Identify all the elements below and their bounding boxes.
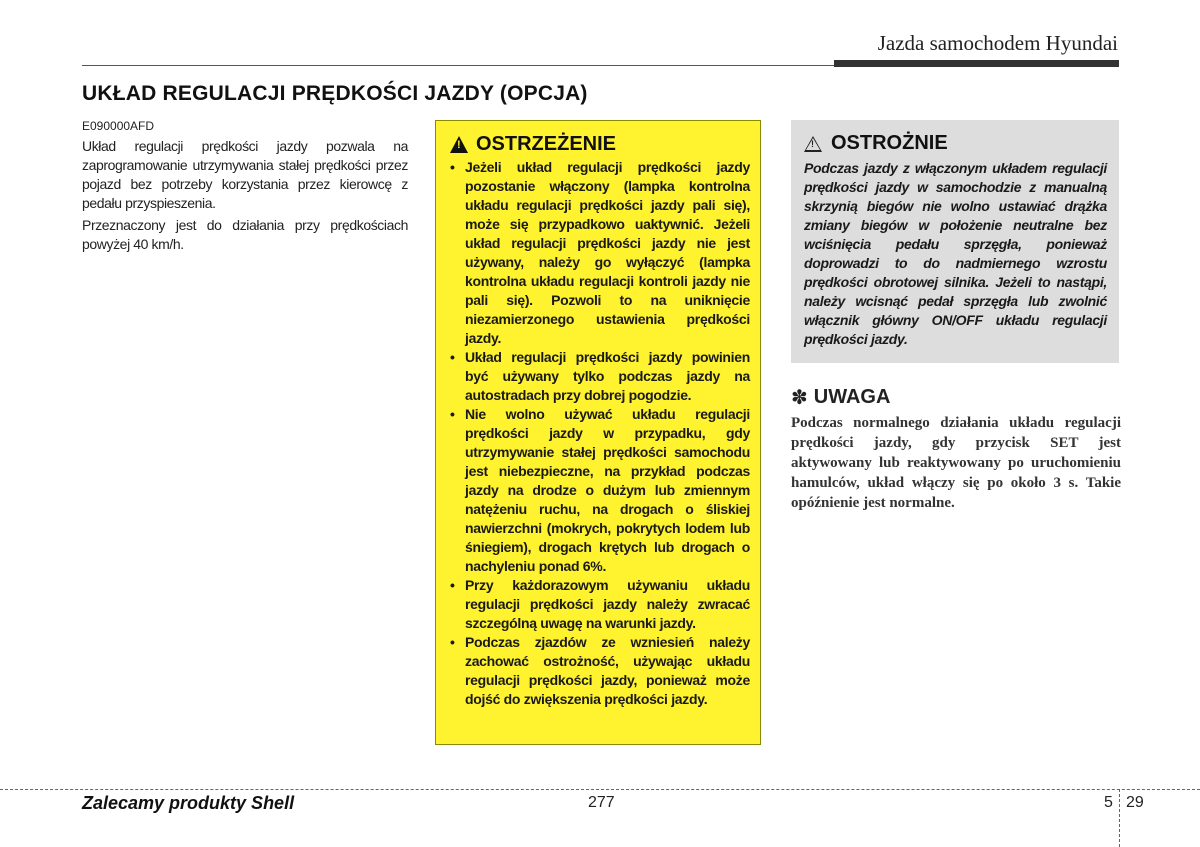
footer-page-divider [1119, 789, 1120, 847]
warning-item: • Nie wolno używać układu regulacji prędkości jazdy w przypadku, gdy utrzymywanie stałej prędkości samochodu jest niebezpieczne, na przykład podczas jazdy na drodze o dużym lub zmiennym natężeniu ruchu, na drogach o śliskiej nawierzchni (mokrych, pokrytych lodem lub śniegiem), drogach krętych lub drogach o nachyleniu ponad 6%. [450, 405, 750, 576]
intro-paragraph: Układ regulacji prędkości jazdy pozwala na zaprogramowanie utrzymywania stałej prędkości przez pojazd bez potrzeby korzystania przez kierowcę z pedału przyspieszenia. [82, 138, 408, 211]
warning-title: OSTRZEŻENIE [476, 133, 617, 155]
warning-item: • Układ regulacji prędkości jazdy powinien być używany tylko podczas jazdy na autostradach przy dobrej pogodzie. [450, 348, 750, 405]
footer-slogan: Zalecamy produkty Shell [82, 793, 295, 813]
footer-chapter-page: 29 [1126, 794, 1144, 811]
caution-box [791, 120, 1119, 363]
note-text: Podczas normalnego działania układu regulacji prędkości jazdy, gdy przycisk SET jest aktywowany lub reaktywowany po uruchomieniu hamulców, układ włączy się po około 3 s. Takie opóźnienie jest normalne. [791, 415, 1121, 511]
section-title: UKŁAD REGULACJI PRĘDKOŚCI JAZDY (OPCJA) [82, 82, 588, 105]
warning-header [450, 133, 750, 156]
caution-header [804, 132, 1107, 155]
footer-chapter-number: 5 [1104, 794, 1113, 811]
warning-item: • Przy każdorazowym używaniu układu regulacji prędkości jazdy należy zwracać szczególną uwagę na warunki jazdy. [450, 576, 750, 633]
note-star-icon: ✽ [791, 387, 808, 409]
header-title: Jazda samochodem Hyundai [877, 31, 1118, 55]
intro-text [82, 137, 408, 257]
warning-item: • Jeżeli układ regulacji prędkości jazdy pozostanie włączony (lampka kontrolna układu regulacji prędkości jazdy pali się), może się przypadkowo uaktywnić. Jeżeli układ regulacji prędkości jazdy nie jest używany, należy go wyłączyć (lampka kontrolna układu regulacji kontroli jazdy nie pali się). Pozwoli to na uniknięcie niezamierzonego ustawienia prędkości jazdy. [450, 158, 750, 348]
section-code: E090000AFD [82, 119, 155, 133]
warning-item: • Podczas zjazdów ze wzniesień należy zachować ostrożność, używając układu regulacji prędkości jazdy, ponieważ może dojść do zwiększenia prędkości jazdy. [450, 633, 750, 709]
note-header [791, 385, 890, 410]
header-bar [834, 60, 1119, 67]
caution-title: OSTROŻNIE [831, 132, 948, 154]
footer-page-number: 277 [588, 794, 615, 811]
caution-text: Podczas jazdy z włączonym układem regulacji prędkości jazdy w samochodzie z manualną skrzynią biegów nie wolno ustawiać drążka zmiany biegów w położenie neutralne bez wciśnięcia pedału sprzęgła, ponieważ doprowadzi to do nadmiernego wzrostu prędkości obrotowej silnika. Jeżeli to nastąpi, należy wcisnąć pedał sprzęgła lub zwolnić włącznik główny ON/OFF układu regulacji prędkości jazdy. [804, 160, 1107, 347]
intro-paragraph: Przeznaczony jest do działania przy prędkościach powyżej 40 km/h. [82, 217, 408, 252]
warning-list [450, 158, 750, 709]
caution-triangle-icon: ! [804, 136, 822, 152]
warning-box [435, 120, 761, 745]
warning-triangle-icon: ! [450, 136, 468, 153]
footer-divider [0, 789, 1200, 790]
note-title: UWAGA [813, 386, 891, 408]
